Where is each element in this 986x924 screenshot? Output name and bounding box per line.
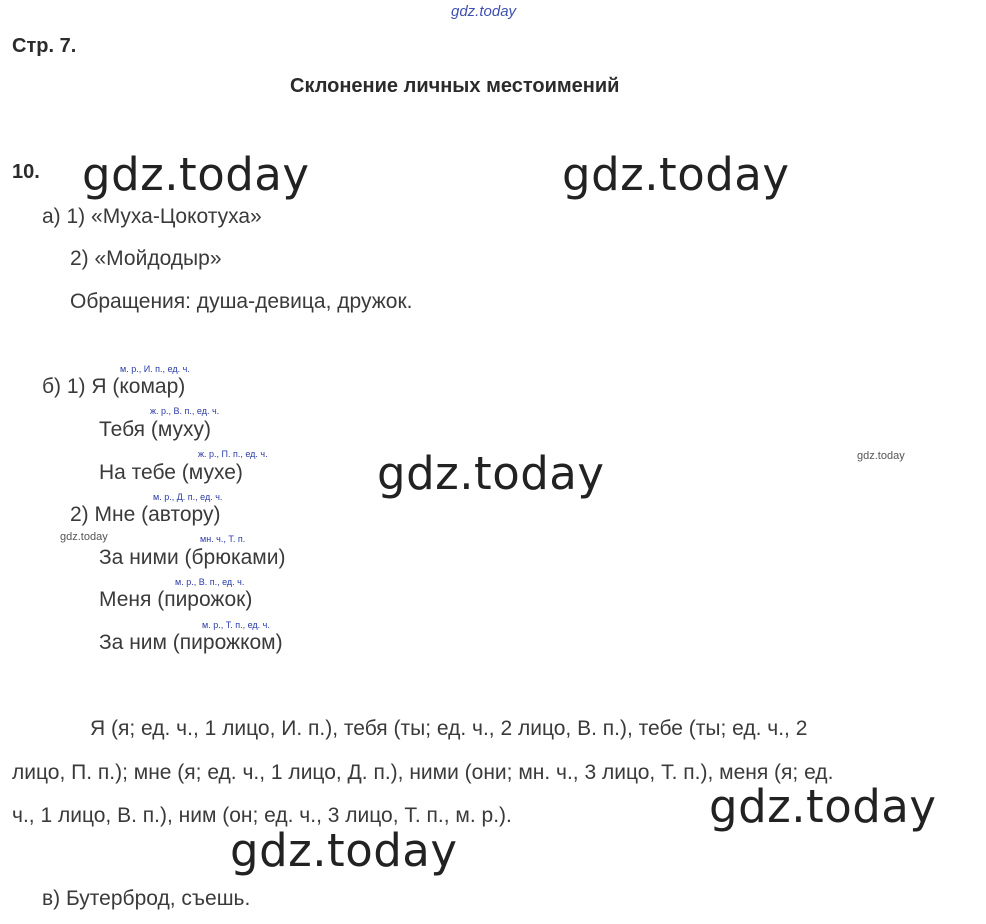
- grammar-note: мн. ч., Т. п.: [200, 534, 246, 544]
- watermark-big: gdz.today: [709, 780, 937, 833]
- watermark-big: gdz.today: [82, 148, 310, 201]
- grammar-note: м. р., Т. п., ед. ч.: [202, 620, 270, 630]
- watermark-big: gdz.today: [562, 148, 790, 201]
- part-b-line: б) 1) Я (комар): [42, 375, 186, 398]
- grammar-note: ж. р., П. п., ед. ч.: [198, 449, 268, 459]
- part-b-line: За ним (пирожком): [99, 631, 283, 654]
- part-b-line: 2) Мне (автору): [70, 503, 221, 526]
- watermark-big: gdz.today: [377, 447, 605, 500]
- exercise-number: 10.: [12, 161, 40, 183]
- grammar-note: м. р., Д. п., ед. ч.: [153, 492, 223, 502]
- watermark-small: gdz.today: [857, 450, 905, 462]
- watermark-small: gdz.today: [60, 531, 108, 543]
- part-b-line: На тебе (мухе): [99, 461, 243, 484]
- grammar-note: ж. р., В. п., ед. ч.: [150, 406, 220, 416]
- part-c-line: в) Бутерброд, съешь.: [42, 887, 251, 910]
- part-a-line-3: Обращения: душа-девица, дружок.: [70, 290, 413, 313]
- watermark-top: gdz.today: [451, 3, 517, 20]
- watermark-big: gdz.today: [230, 824, 458, 877]
- part-b-line: За ними (брюками): [99, 546, 286, 569]
- analysis-line-3: ч., 1 лицо, В. п.), ним (он; ед. ч., 3 лицо, Т. п., м. р.).: [12, 804, 512, 827]
- grammar-note: м. р., И. п., ед. ч.: [120, 364, 190, 374]
- page-label: Стр. 7.: [12, 35, 77, 57]
- part-b-line: Меня (пирожок): [99, 588, 253, 611]
- section-heading: Склонение личных местоимений: [290, 75, 620, 97]
- part-a-line-1: а) 1) «Муха-Цокотуха»: [42, 205, 262, 228]
- grammar-note: м. р., В. п., ед. ч.: [175, 577, 245, 587]
- analysis-line-2: лицо, П. п.); мне (я; ед. ч., 1 лицо, Д. п.), ними (они; мн. ч., 3 лицо, Т. п.), меня (я; ед.: [12, 761, 834, 784]
- part-b-line: Тебя (муху): [99, 418, 212, 441]
- part-a-line-2: 2) «Мойдодыр»: [70, 247, 222, 270]
- analysis-line-1: Я (я; ед. ч., 1 лицо, И. п.), тебя (ты; ед. ч., 2 лицо, В. п.), тебе (ты; ед. ч., 2: [90, 717, 808, 740]
